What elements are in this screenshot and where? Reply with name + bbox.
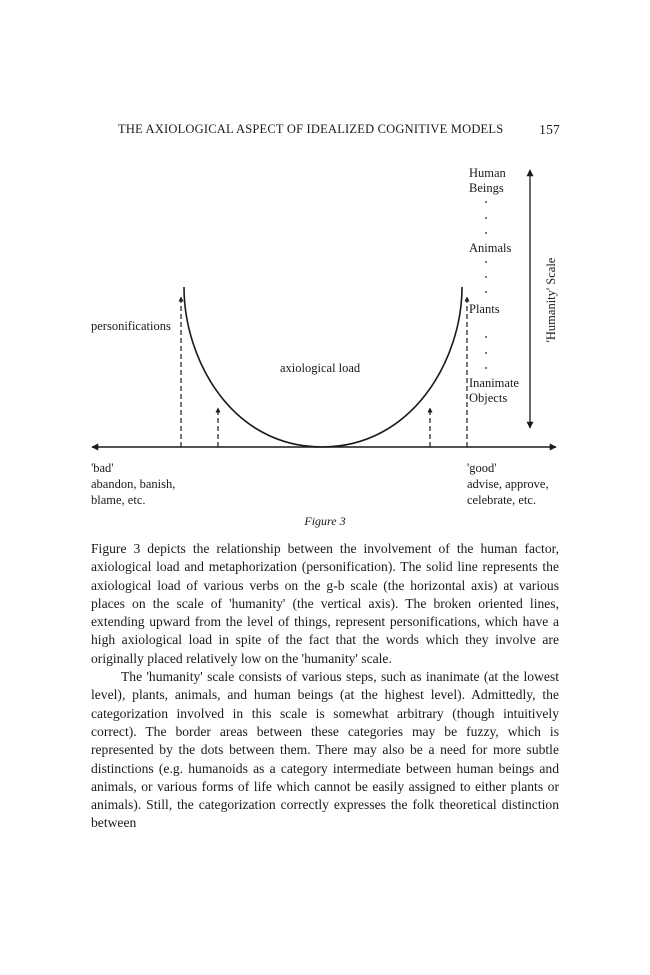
label-objects: Objects [469,391,508,405]
scale-dot [485,217,487,219]
scale-dot [485,352,487,354]
paragraph-2: The 'humanity' scale consists of various steps, such as inanimate (at the lowest level), plants, animals, and human beings (at the highest level). Admittedly, the categorization involved in this scale is somewhat arbitrary (though intuitively correct). The border areas between these categories may be fuzzy, which is represented by the dots between them. There may also be a need for more subtle distinctions (e.g. humanoids as a category intermediate between human beings and animals, or various forms of life which cannot be easily assigned to either plants or animals). Still, the categorization correctly expresses the folk theoretical distinction between [91,669,559,831]
paragraph-1: Figure 3 depicts the relationship between the involvement of the human factor, axiological load and metaphorization (personification). The solid line represents the axiological load of various verbs on the g-b scale (the horizontal axis) at various places on the scale of 'humanity' (the vertical axis). The broken oriented lines, extending upward from the level of things, represent personifications, which have a high axiological load in spite of the fact that the words which they involve are originally placed relatively low on the 'humanity' scale. [91,541,559,666]
label-personifications: personifications [91,319,171,333]
body-text [91,540,559,833]
scale-dot [485,232,487,234]
label-beings: Beings [469,181,504,195]
scale-border-dots [485,201,487,369]
label-inanimate: Inanimate [469,376,519,390]
label-good: 'good' [467,461,497,475]
label-plants: Plants [469,302,500,316]
scale-dot [485,261,487,263]
scale-dot [485,291,487,293]
figure-caption: Figure 3 [304,514,346,528]
scale-dot [485,201,487,203]
scale-dot [485,367,487,369]
label-good-examples-1: advise, approve, [467,477,549,491]
label-bad-examples-1: abandon, banish, [91,477,176,491]
label-good-examples-2: celebrate, etc. [467,493,537,507]
label-bad-examples-2: blame, etc. [91,493,146,507]
scale-dot [485,336,487,338]
page-number: 157 [539,122,560,137]
label-human: Human [469,166,506,180]
label-axiological-load: axiological load [280,361,361,375]
label-bad: 'bad' [91,461,114,475]
running-head-title: THE AXIOLOGICAL ASPECT OF IDEALIZED COGNITIVE MODELS [118,122,504,136]
scale-dot [485,276,487,278]
humanity-scale-label: 'Humanity' Scale [544,257,558,343]
label-animals: Animals [469,241,512,255]
